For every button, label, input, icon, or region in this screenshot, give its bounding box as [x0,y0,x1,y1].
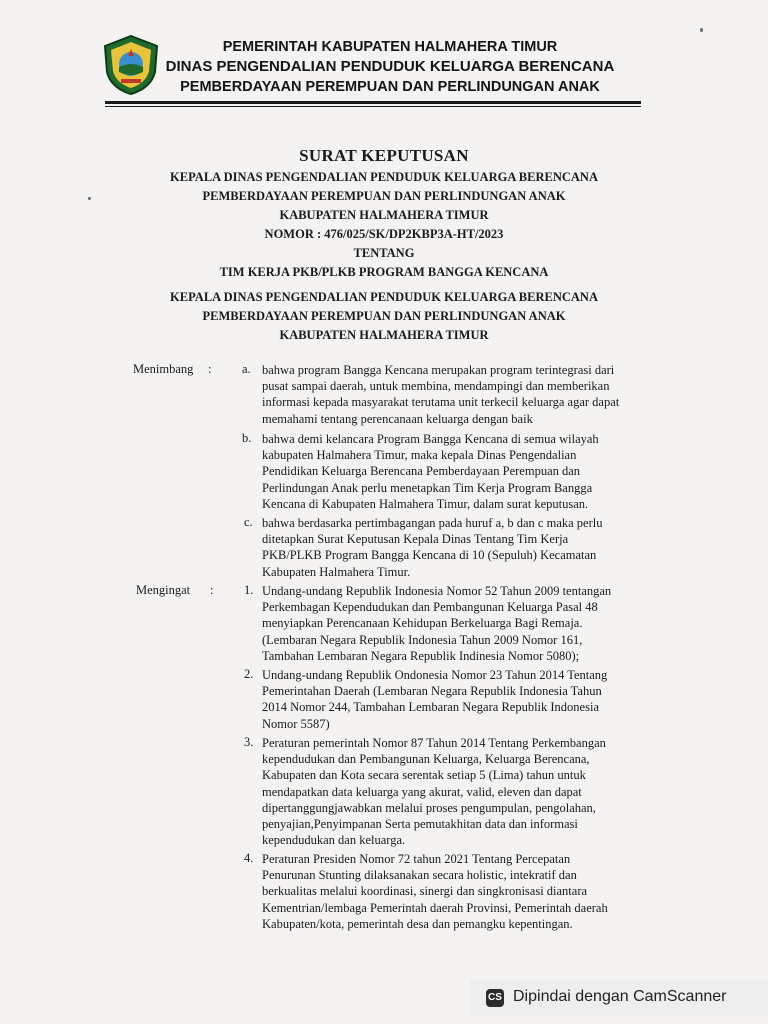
text-line: informasi kepada masyarakat terutama unit terkecil keluarga agar dapat [262,395,620,410]
menimbang-marker-a: a. [242,362,251,376]
text-line: ditetapkan Surat Keputusan Kepala Dinas Tentang Tim Kerja [262,532,569,547]
text-line: bahwa program Bangga Kencana merupakan program terintegrasi dari [262,363,615,377]
mengingat-item-4 [262,851,634,932]
document-title: SURAT KEPUTUSAN [299,146,469,165]
letterhead-line-3: PEMBERDAYAAN PEREMPUAN DAN PERLINDUNGAN ANAK [180,79,600,95]
mengingat-marker-4: 4. [244,851,254,865]
text-line: Kabupaten/kota, pemerintah desa dan pemangku kepentingan. [262,916,573,931]
menimbang-colon: : [208,362,212,376]
text-line: penyajian,Penyimpanan Serta pemutakhitan data dan informasi [262,817,578,832]
title-subline-1: KEPALA DINAS PENGENDALIAN PENDUDUK KELUARGA BERENCANA [170,170,598,184]
title-subline-3: KABUPATEN HALMAHERA TIMUR [279,208,489,222]
text-line: Undang-undang Republik Ondonesia Nomor 23 Tahun 2014 Tentang [262,668,608,682]
text-line: PKB/PLKB Program Bangga Kencana di 10 (Sepuluh) Kecamatan [262,548,597,563]
text-line: Kabupaten Halmahera Timur. [262,564,411,579]
text-line: Tambahan Lembaran Negara Republik Indinesia Nomor 5080); [262,648,580,663]
issuer-line-2: PEMBERDAYAAN PEREMPUAN DAN PERLINDUNGAN ANAK [202,309,566,323]
mengingat-marker-2: 2. [244,667,254,681]
text-line: memahami tentang perencanaan keluarga dengan baik [262,411,533,426]
menimbang-label: Menimbang [133,362,194,376]
mengingat-item-1 [262,583,634,664]
text-line: kependudukan dan Pembangunan Keluarga, Keluarga Berencana, [262,752,590,767]
text-line: berkualitas melalui koordinasi, sinergi dan singkronisasi diantara [262,884,588,899]
text-line: kabupaten Halmahera Timur, maka kepala Dinas Pengendalian [262,448,577,463]
text-line: (Lembaran Negara Republik Indonesia Tahun 2009 Nomor 161, [262,632,583,647]
document-number: NOMOR : 476/025/SK/DP2KBP3A-HT/2023 [264,227,504,241]
text-line: mendapatkan data keluarga yang akurat, valid, eleven dan dapat [262,784,582,799]
text-line: Perkembagan Kependudukan dan Pembangunan Keluarga Pasal 48 [262,600,598,615]
issuer-line-1: KEPALA DINAS PENGENDALIAN PENDUDUK KELUARGA BERENCANA [170,290,598,304]
menimbang-item-c [262,515,634,580]
text-line: kependudukan dan keluarga. [262,833,406,848]
text-line: Perlindungan Anak perlu menetapkan Tim Kerja Program Bangga [262,480,593,495]
text-line: bahwa demi kelancara Program Bangga Kencana di semua wilayah [262,432,599,446]
mengingat-item-2 [262,667,634,732]
text-line: menyiapkan Perencanaan Kehidupan Berkeluarga Bagi Remaja. [262,616,583,631]
scan-speck [700,28,703,32]
text-line: Penurunan Stunting dilaksanakan secara holistic, intekratif dan [262,868,577,883]
letterhead [160,37,620,97]
mengingat-label: Mengingat [136,583,191,597]
mengingat-colon: : [210,583,214,597]
text-line: Peraturan pemerintah Nomor 87 Tahun 2014 Tentang Perkembangan [262,736,606,750]
camscanner-watermark [470,980,768,1016]
letterhead-rule-thick [105,101,641,104]
mengingat-marker-3: 3. [244,735,254,749]
mengingat-marker-1: 1. [244,583,254,597]
text-line: Undang-undang Republik Indonesia Nomor 52 Tahun 2009 tentangan [262,584,612,598]
menimbang-marker-c: c. [244,515,253,529]
letterhead-line-1: PEMERINTAH KABUPATEN HALMAHERA TIMUR [222,39,558,55]
tentang-heading: TENTANG [353,246,415,260]
text-line: Pendidikan Keluarga Berencana Pemberdayaan Perempuan dan [262,464,581,479]
letterhead-line-2: DINAS PENGENDALIAN PENDUDUK KELUARGA BERENCANA [165,58,615,75]
text-line: Peraturan Presiden Nomor 72 tahun 2021 Tentang Percepatan [262,852,571,866]
text-line: pusat sampai daerah, untuk membina, mendampingi dan memberikan [262,379,610,394]
text-line: bahwa berdasarka pertimbagangan pada huruf a, b dan c maka perlu [262,516,603,530]
text-line: 2014 Nomor 244, Tambahan Lembaran Negara Republik Indonesia [262,700,599,715]
mengingat-item-3 [262,735,634,848]
menimbang-item-a [262,362,634,427]
scan-speck [88,197,91,200]
letterhead-rule-thin [105,106,641,107]
text-line: dipertanggungjawabkan melalui proses pengumpulan, pengolahan, [262,800,596,815]
text-line: Pemerintahan Daerah (Lembaran Negara Republik Indonesia Tahun [262,684,602,699]
document-subject: TIM KERJA PKB/PLKB PROGRAM BANGGA KENCANA [219,265,549,279]
camscanner-watermark-text: Dipindai dengan CamScanner [513,988,727,1005]
menimbang-marker-b: b. [242,431,252,445]
text-line: Kementrian/lembaga Pemerintah daerah Provinsi, Pemerintah daerah [262,900,608,915]
camscanner-logo-icon: CS [486,989,504,1007]
halmahera-timur-coat-of-arms-icon [101,34,161,96]
issuer-line-3: KABUPATEN HALMAHERA TIMUR [279,328,489,342]
text-line: Nomor 5587) [262,716,330,731]
text-line: Kencana di Kabupaten Halmahera Timur, dalam surat keputusan. [262,496,589,511]
text-line: Kabupaten dan Kota secara serentak setiap 5 (Lima) tahun untuk [262,768,586,783]
menimbang-item-b [262,431,634,512]
title-subline-2: PEMBERDAYAAN PEREMPUAN DAN PERLINDUNGAN ANAK [202,189,566,203]
